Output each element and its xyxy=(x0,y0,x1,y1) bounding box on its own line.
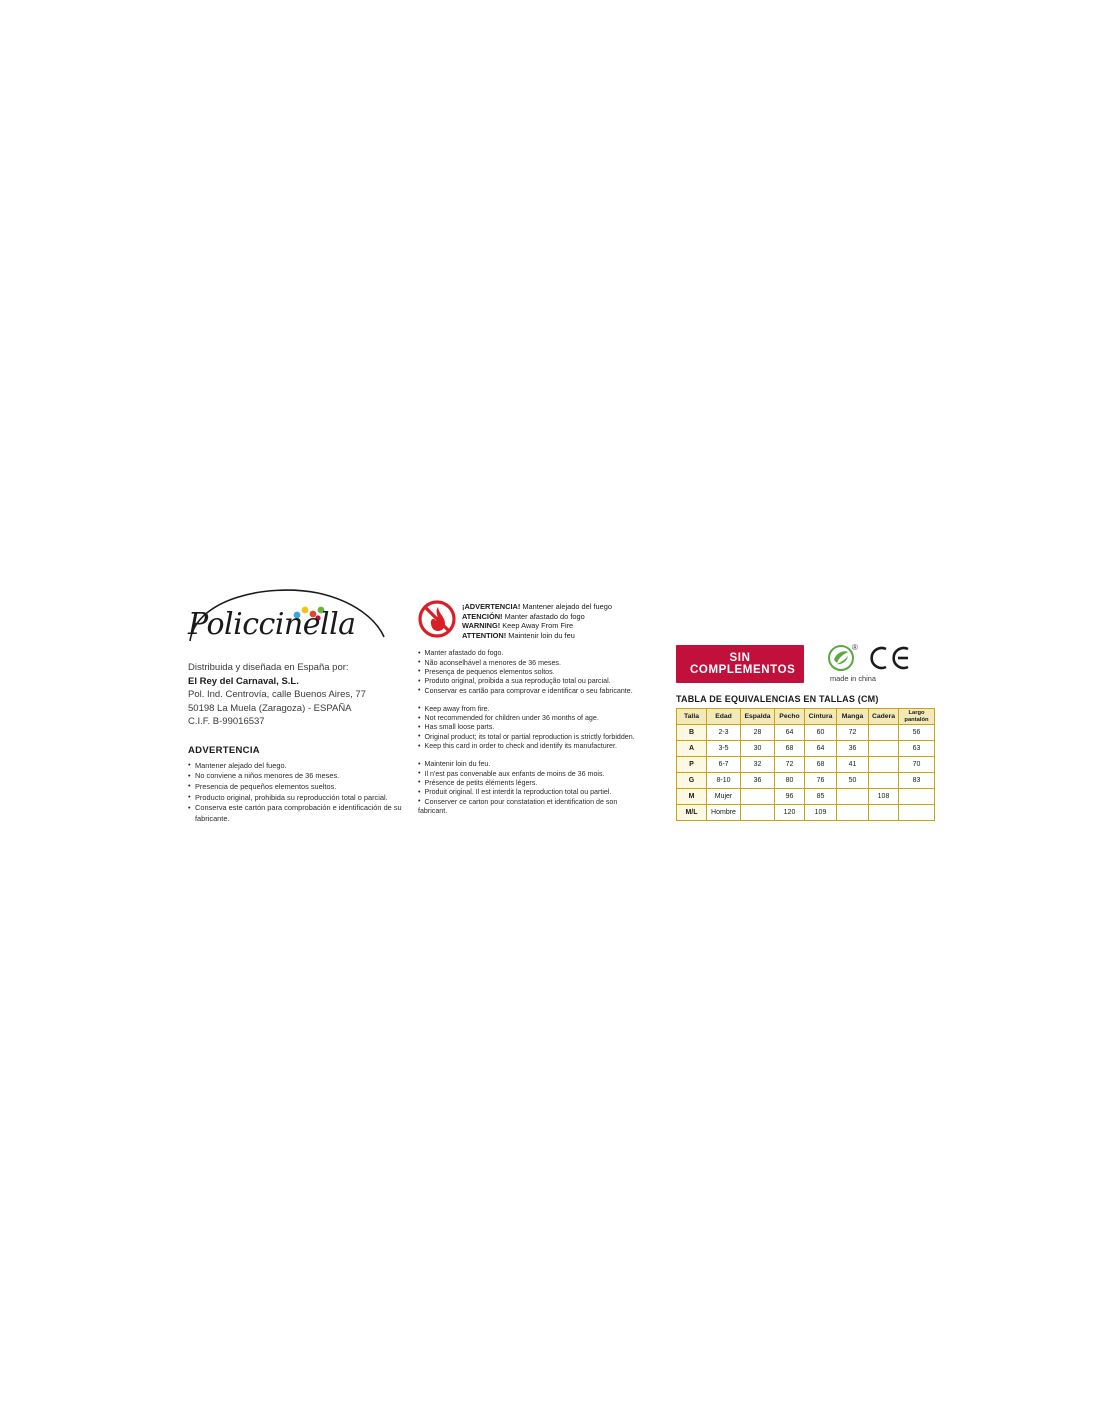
status-badge: SIN COMPLEMENTOS xyxy=(676,645,804,683)
list-item: • Manter afastado do fogo. xyxy=(418,649,658,658)
table-row xyxy=(677,741,935,757)
brand-logo xyxy=(186,585,396,655)
cell-largo xyxy=(899,805,935,821)
cell-cadera xyxy=(869,725,899,741)
cell-largo: 56 xyxy=(899,725,935,741)
cell-espalda xyxy=(741,805,775,821)
cell-manga xyxy=(837,805,869,821)
cell-espalda: 30 xyxy=(741,741,775,757)
badge-row xyxy=(676,645,926,685)
warning-list-pt xyxy=(418,649,658,695)
cell-talla: M xyxy=(677,789,707,805)
cell-espalda: 32 xyxy=(741,757,775,773)
distributor-cif: C.I.F. B-99016537 xyxy=(188,716,265,727)
cell-manga: 72 xyxy=(837,725,869,741)
list-item: • Produto original, proibida a sua reprodução total ou parcial. xyxy=(418,677,658,686)
column-header-manga: Manga xyxy=(837,709,869,725)
no-fire-icon xyxy=(418,600,456,638)
list-item: • Conserva este cartón para comprobación e identificación de su fabricante. xyxy=(188,803,423,823)
list-item: • Producto original, prohibida su reproducción total o parcial. xyxy=(188,793,423,803)
column-header-cadera: Cadera xyxy=(869,709,899,725)
warning-multilingual-lines xyxy=(462,598,612,640)
cell-manga xyxy=(837,789,869,805)
column-header-largo-pantalon: Largo pantalón xyxy=(899,709,935,725)
ce-mark-icon xyxy=(868,645,912,671)
cell-talla: G xyxy=(677,773,707,789)
cell-manga: 50 xyxy=(837,773,869,789)
table-row xyxy=(677,789,935,805)
list-item: • Produit original. Il est interdit la reproduction total ou partiel. xyxy=(418,788,658,797)
green-dot-recycle-icon xyxy=(828,645,854,671)
column-header-pecho: Pecho xyxy=(775,709,805,725)
warning-list-en xyxy=(418,705,658,751)
middle-column xyxy=(418,598,658,816)
list-item: • Keep this card in order to check and identify its manufacturer. xyxy=(418,742,658,751)
warning-line-en: WARNING! Keep Away From Fire xyxy=(462,621,574,631)
cell-largo: 83 xyxy=(899,773,935,789)
table-row xyxy=(677,725,935,741)
list-item-continuation: fabricant. xyxy=(418,806,448,815)
cell-cintura: 64 xyxy=(805,741,837,757)
distributor-address-line-1: Pol. Ind. Centrovía, calle Buenos Aires, 77 xyxy=(188,689,366,700)
list-item: • Maintenir loin du feu. xyxy=(418,760,658,769)
distributor-block xyxy=(188,661,423,729)
registered-trademark-icon: ® xyxy=(852,643,858,652)
list-item: • Presencia de pequeños elementos sueltos. xyxy=(188,782,423,792)
size-table-title: TABLA DE EQUIVALENCIAS EN TALLAS (CM) xyxy=(676,694,879,704)
warning-line-pt: ATENCIÓN! Manter afastado do fogo xyxy=(462,611,585,621)
list-item: • Conservar es cartão para comprovar e identificar o seu fabricante. xyxy=(418,687,658,696)
list-item: • Not recommended for children under 36 months of age. xyxy=(418,714,658,723)
cell-pecho: 68 xyxy=(775,741,805,757)
warning-header xyxy=(418,598,658,640)
warning-line-fr: ATTENTION! Maintenir loin du feu xyxy=(462,630,575,640)
cell-pecho: 120 xyxy=(775,805,805,821)
warning-line-es: ¡ADVERTENCIA! Mantener alejado del fuego xyxy=(462,602,612,611)
table-row xyxy=(677,773,935,789)
table-row xyxy=(677,757,935,773)
column-header-espalda: Espalda xyxy=(741,709,775,725)
cell-cadera xyxy=(869,757,899,773)
cell-talla: P xyxy=(677,757,707,773)
cell-edad: 3-5 xyxy=(707,741,741,757)
distributor-address-line-2: 50198 La Muela (Zaragoza) - ESPAÑA xyxy=(188,702,352,714)
cell-cadera xyxy=(869,741,899,757)
advertencia-list xyxy=(188,761,423,824)
certification-marks xyxy=(828,645,920,685)
cell-cintura: 76 xyxy=(805,773,837,789)
list-item: • Keep away from fire. xyxy=(418,705,658,714)
column-header-cintura: Cintura xyxy=(805,709,837,725)
cell-talla: B xyxy=(677,725,707,741)
list-item: • Presença de pequenos elementos soltos. xyxy=(418,668,658,677)
list-item: • Conserver ce carton pour constatation et identification de son xyxy=(418,798,658,807)
cell-espalda: 36 xyxy=(741,773,775,789)
cell-edad: Mujer xyxy=(707,789,741,805)
cell-espalda xyxy=(741,789,775,805)
cell-largo xyxy=(899,789,935,805)
cell-pecho: 80 xyxy=(775,773,805,789)
list-item: • Mantener alejado del fuego. xyxy=(188,761,423,771)
cell-cintura: 60 xyxy=(805,725,837,741)
right-column xyxy=(676,643,929,821)
list-item: • Original product; its total or partial reproduction is strictly forbidden. xyxy=(418,733,658,742)
cell-edad: 6-7 xyxy=(707,757,741,773)
cell-pecho: 64 xyxy=(775,725,805,741)
left-column xyxy=(188,585,423,824)
brand-name: Policcinella xyxy=(188,607,356,642)
cell-talla: A xyxy=(677,741,707,757)
cell-cadera xyxy=(869,805,899,821)
size-equivalence-table xyxy=(676,708,935,821)
cell-cintura: 68 xyxy=(805,757,837,773)
list-item: • Has small loose parts. xyxy=(418,723,658,732)
column-header-edad: Edad xyxy=(707,709,741,725)
cell-pecho: 96 xyxy=(775,789,805,805)
cell-manga: 36 xyxy=(837,741,869,757)
cell-espalda: 28 xyxy=(741,725,775,741)
list-item: • Présence de petits éléments légers. xyxy=(418,779,658,788)
distributor-company: El Rey del Carnaval, S.L. xyxy=(188,675,299,687)
cell-largo: 63 xyxy=(899,741,935,757)
cell-edad: Hombre xyxy=(707,805,741,821)
table-row xyxy=(677,805,935,821)
cell-edad: 2-3 xyxy=(707,725,741,741)
cell-cintura: 85 xyxy=(805,789,837,805)
cell-talla: M/L xyxy=(677,805,707,821)
cell-largo: 70 xyxy=(899,757,935,773)
cell-pecho: 72 xyxy=(775,757,805,773)
cell-edad: 8-10 xyxy=(707,773,741,789)
list-item: • Il n'est pas convenable aux enfants de moins de 36 mois. xyxy=(418,770,658,779)
table-header-row xyxy=(677,709,935,725)
made-in-china-label: made in china xyxy=(830,674,877,683)
warning-list-fr xyxy=(418,760,658,816)
advertencia-title: ADVERTENCIA xyxy=(188,744,260,756)
distributor-intro: Distribuida y diseñada en España por: xyxy=(188,662,349,673)
list-item: • Não aconselhável a menores de 36 meses. xyxy=(418,659,658,668)
column-header-talla: Talla xyxy=(677,709,707,725)
cell-cintura: 109 xyxy=(805,805,837,821)
cell-cadera: 108 xyxy=(869,789,899,805)
cell-cadera xyxy=(869,773,899,789)
list-item: • No conviene a niños menores de 36 meses. xyxy=(188,771,423,781)
cell-manga: 41 xyxy=(837,757,869,773)
